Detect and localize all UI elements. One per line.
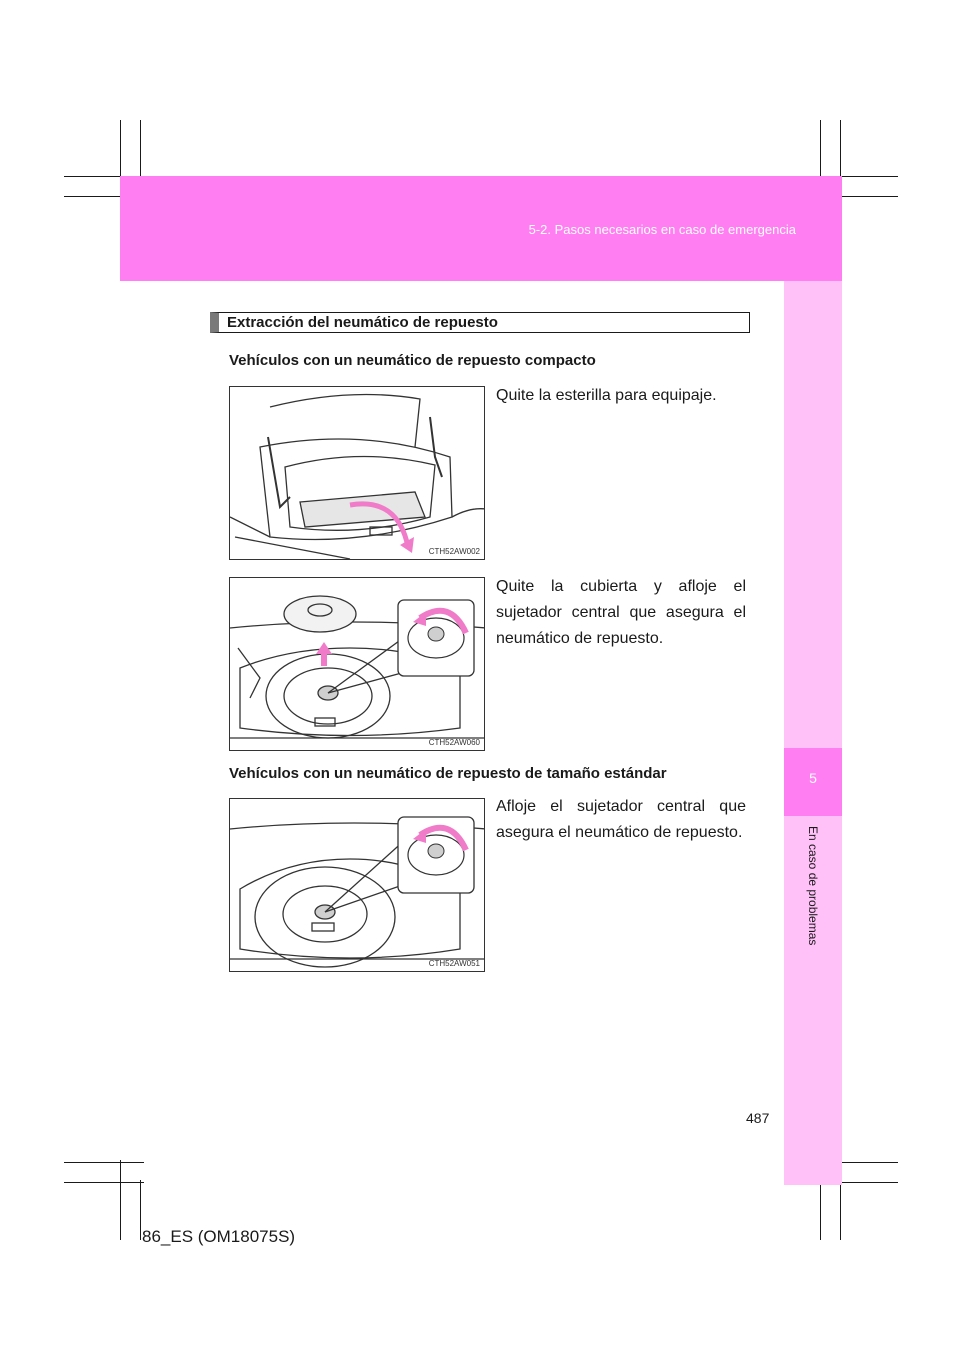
figure-code: CTH52AW002 (428, 547, 480, 556)
header-band (120, 176, 842, 281)
standard-spare-illustration (229, 798, 485, 972)
standard-spare-drawing (230, 799, 485, 972)
crop-mark (120, 1160, 121, 1240)
document-code: 86_ES (OM18075S) (142, 1227, 296, 1246)
figure-code: CTH52AW051 (428, 959, 480, 968)
chapter-tab[interactable] (784, 748, 842, 816)
section-title: 5-2. Pasos necesarios en caso de emergencia (528, 222, 796, 237)
chapter-side-strip (784, 281, 842, 1185)
spare-cover-illustration (229, 577, 485, 751)
crop-mark (820, 1180, 821, 1240)
crop-mark (64, 1162, 144, 1163)
figure-code: CTH52AW060 (428, 738, 480, 747)
chapter-number: 5 (809, 770, 817, 786)
trunk-mat-drawing (230, 387, 485, 560)
crop-mark (64, 1182, 144, 1183)
standard-spare-text: Afloje el sujetador central que asegura el neumático de repuesto. (496, 798, 746, 841)
chapter-label-container (784, 826, 842, 976)
section-heading: Extracción del neumático de repuesto (210, 312, 750, 333)
crop-mark (140, 1180, 141, 1240)
page-number: 487 (746, 1110, 770, 1126)
step-2-text: Quite la cubierta y afloje el sujetador central que asegura el neumático de repuesto. (496, 578, 746, 647)
chapter-label: En caso de problemas (806, 826, 820, 946)
step-1-text: Quite la esterilla para equipaje. (496, 387, 717, 404)
compact-spare-heading: Vehículos con un neumático de repuesto compacto (229, 352, 596, 369)
standard-spare-heading: Vehículos con un neumático de repuesto de tamaño estándar (229, 765, 667, 782)
trunk-mat-illustration (229, 386, 485, 560)
spare-cover-drawing (230, 578, 485, 751)
